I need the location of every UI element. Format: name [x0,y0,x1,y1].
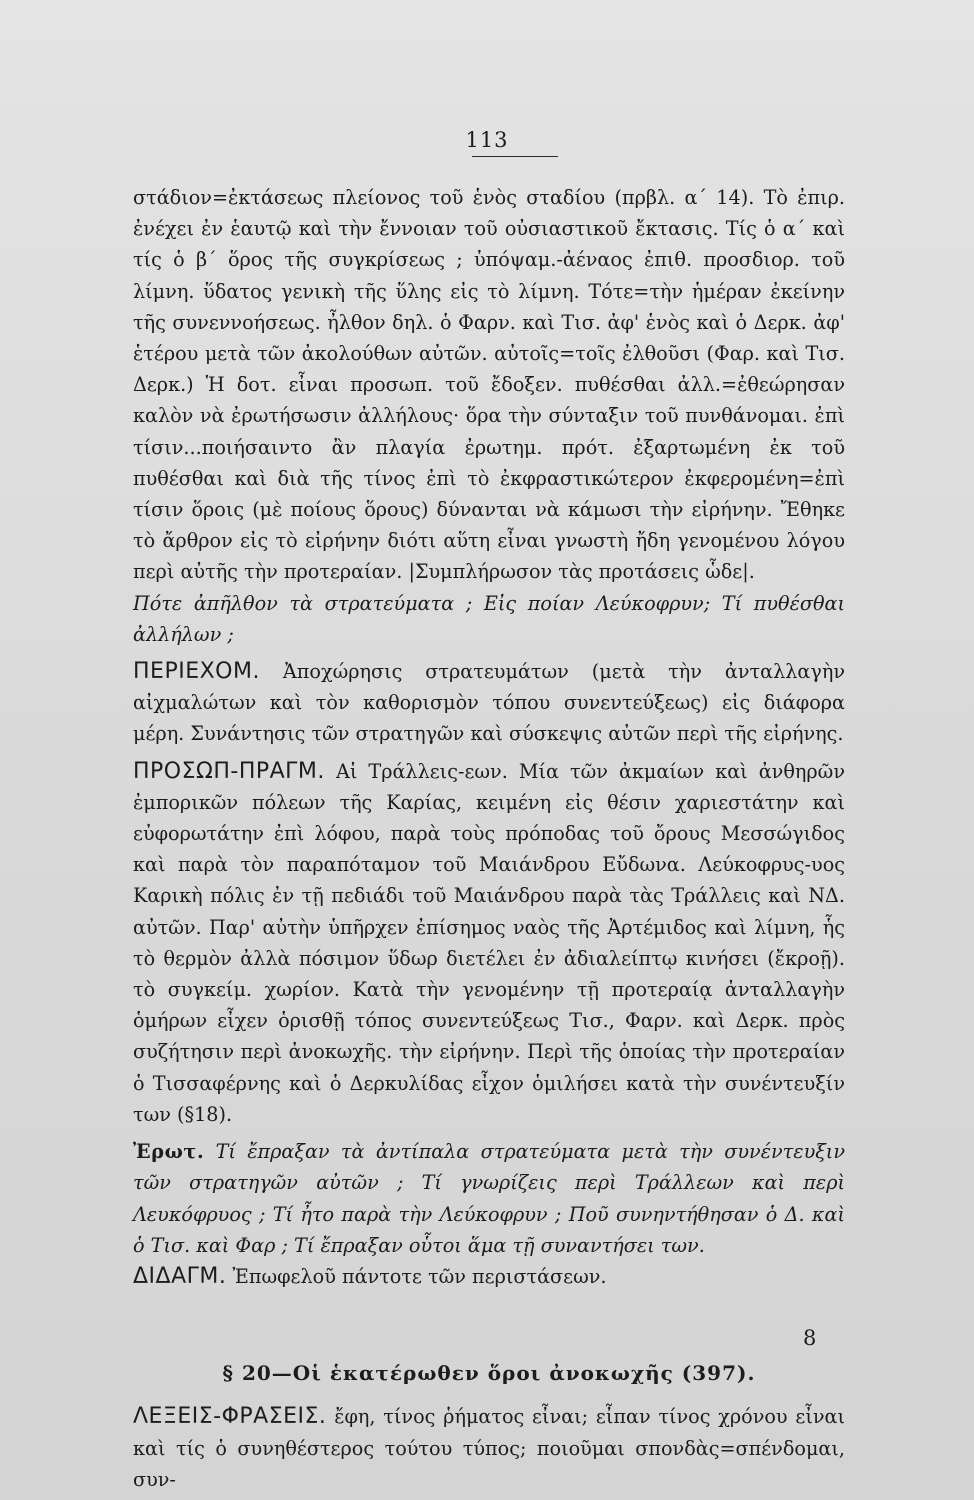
lesson-paragraph [133,1261,845,1292]
vocabulary-paragraph [133,1401,845,1495]
commentary-paragraph: στάδιον=ἐκτάσεως πλείονος τοῦ ἑνὸς σταδίου (πρβλ. α΄ 14). Τὸ ἐπιρ. ἐνέχει ἐν ἑαυτῷ καὶ τὴν ἔννοιαν τοῦ οὐσιαστικοῦ ἔκτασις. Τίς ὁ α΄ καὶ τίς ὁ β΄ ὅρος τῆς συγκρίσεως ; ὑπόψαμ.-ἀέναος ἐπιθ. προσδιορ. τοῦ λίμνη. ὕδατος γενικὴ τῆς ὕλης εἰς τὸ λίμνη. Τότε=τὴν ἡμέραν ἐκείνην τῆς συνεννοήσεως. ἦλθον δηλ. ὁ Φαρν. καὶ Τισ. ἀφ' ἑνὸς καὶ ὁ Δερκ. ἀφ' ἑτέρου μετὰ τῶν ἀκολούθων αὐτῶν. αὐτοῖς=τοῖς ἐλθοῦσι (Φαρ. καὶ Τισ. Δερκ.) Ἡ δοτ. εἶναι προσωπ. τοῦ ἔδοξεν. πυθέσθαι ἀλλ.=ἐθεώρησαν καλὸν νὰ ἐρωτήσωσιν ἀλλήλους· ὅρα τὴν σύνταξιν τοῦ πυνθάνομαι. ἐπὶ τίσιν...ποιήσαιντο ἂν πλαγία ἐρωτημ. πρότ. ἐξαρτωμένη ἐκ τοῦ πυθέσθαι καὶ διὰ τῆς τίνος ἐπὶ τὸ ἐκφραστικώτερον ἐκφερομένη=ἐπὶ τίσιν ὅροις (μὲ ποίους ὅρους) δύνανται νὰ κάμωσι τὴν εἰρήνην. Ἔθηκε τὸ ἄρθρον εἰς τὸ εἰρήνην διότι αὕτη εἶναι γνωστὴ ἤδη γενομένου λόγου περὶ αὐτῆς τὴν προτεραίαν. |Συμπλήρωσον τὰς προτάσεις ὧδε|. [133,186,845,584]
persons-things-heading: ΠΡΟΣΩΠ-ΠΡΑΓΜ. [133,758,325,784]
page-content [133,182,845,1495]
header-rule [472,156,558,157]
signature-mark: 8 [803,1326,817,1350]
contents-heading: ΠΕΡΙΕΧΟΜ. [133,659,260,685]
questions-text: Τί ἔπραξαν τὰ ἀντίπαλα στρατεύματα μετὰ τὴν συνέντευξιν τῶν στρατηγῶν αὐτῶν ; Τί γνωρίζεις περὶ Τράλλεων καὶ περὶ Λευκόφρυος ; Τί ἦτο παρὰ τὴν Λεύκοφρυν ; Ποῦ συνηντήθησαν ὁ Δ. καὶ ὁ Τισ. καὶ Φαρ ; Τί ἔπραξαν οὗτοι ἅμα τῇ συναντήσει των. [133,1140,845,1257]
persons-things-paragraph [133,756,845,1130]
vocabulary-heading: ΛΕΞΕΙΣ-ΦΡΑΣΕΙΣ. [133,1404,327,1430]
questions-paragraph [133,1136,845,1261]
contents-paragraph [133,656,845,750]
page-number: 113 [465,128,509,152]
persons-things-text: Αἱ Τράλλεις-εων. Μία τῶν ἀκμαίων καὶ ἀνθηρῶν ἐμπορικῶν πόλεων τῆς Καρίας, κειμένη εἰς θέσιν χαριεστάτην καὶ εὐφορωτάτην ἐπὶ λόφου, παρὰ τοὺς πρόποδας τοῦ ὄρους Μεσσώγιδος καὶ παρὰ τὸν παραπόταμον τοῦ Μαιάνδρου Εὔδωνα. Λεύκοφρυς-υος Καρικὴ πόλις ἐν τῇ πεδιάδι τοῦ Μαιάνδρου παρὰ τὰς Τράλλεις καὶ ΝΔ. αὐτῶν. Παρ' αὐτὴν ὑπῆρχεν ἐπίσημος ναὸς τῆς Ἀρτέμιδος καὶ λίμνη, ἧς τὸ θερμὸν ἀλλὰ πόσιμον ὕδωρ διετέλει ἐν ἀδιαλείπτῳ κινήσει (ἔκροῇ). τὸ συγκείμ. χωρίον. Κατὰ τὴν γενομένην τῇ προτεραίᾳ ἀνταλλαγὴν ὁμήρων εἶχεν ὁρισθῇ τόπος συνεντεύξεως Τισ., Φαρν. καὶ Δερκ. πρὸς συζήτησιν περὶ ἀνοκωχῆς. τὴν εἰρήνην. Περὶ τῆς ὁποίας τὴν προτεραίαν ὁ Τισσαφέρνης καὶ ὁ Δερκυλίδας εἶχον ὁμιλήσει κατὰ τὴν συνέντευξίν των (§18). [133,759,845,1126]
contents-text: Ἀποχώρησις στρατευμάτων (μετὰ τὴν ἀνταλλαγὴν αἰχμαλώτων καὶ τὸν καθορισμὸν τόπου συνεντεύξεως) εἰς διάφορα μέρη. Συνάντησις τῶν στρατηγῶν καὶ σύσκεψις αὐτῶν περὶ τῆς εἰρήνης. [133,660,845,746]
questions-heading: Ἐρωτ. [133,1140,205,1164]
questions-line: Πότε ἀπῆλθον τὰ στρατεύματα ; Εἰς ποίαν Λεύκοφρυν; Τί πυθέσθαι ἀλλήλων ; [133,591,845,646]
section-heading: § 20—Οἱ ἑκατέρωθεν ὅροι ἀνοκωχῆς (397). [222,1361,756,1386]
lesson-text: Ἐπωφελοῦ πάντοτε τῶν περιστάσεων. [232,1264,607,1288]
vocabulary-text: ἔφη, τίνος ῥήματος εἶναι; εἶπαν τίνος χρόνου εἶναι καὶ τίς ὁ συνηθέστερος τούτου τύπος; ποιοῦμαι σπονδὰς=σπένδομαι, συν- [133,1405,845,1491]
lesson-heading: ΔΙΔΑΓΜ. [133,1263,227,1289]
